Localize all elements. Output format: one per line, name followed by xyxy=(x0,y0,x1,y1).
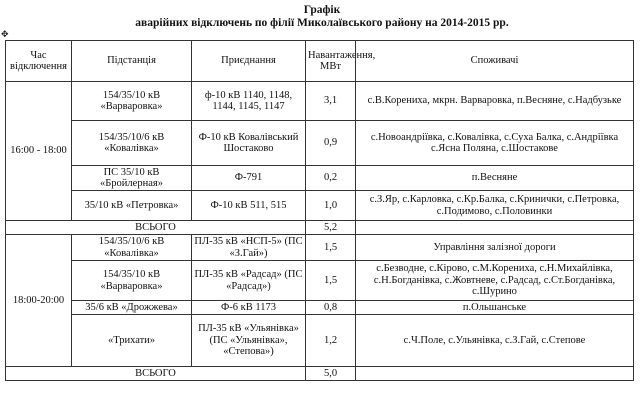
total-empty-cell xyxy=(356,221,634,235)
substation-cell: ПС 35/10 кВ «Бройлерная» xyxy=(72,166,192,191)
table-header-row xyxy=(6,41,634,82)
consumers-cell: Управління залізної дороги xyxy=(356,235,634,261)
time-cell: 18:00-20:00 xyxy=(6,235,72,367)
outage-schedule-table xyxy=(5,40,634,381)
consumers-cell: с.Безводне, с.Кірово, с.М.Корениха, с.Н.Михайлівка, с.Н.Богданівка, с.Жовтневе, с.Радсад, с.Ст.Богданівка, с.Шурино xyxy=(356,261,634,301)
header-load: Навантаження, МВт xyxy=(306,41,356,82)
substation-cell: 35/6 кВ «Дрожжева» xyxy=(72,301,192,315)
table-row xyxy=(6,191,634,221)
substation-cell: 154/35/10 кВ «Варваровка» xyxy=(72,261,192,301)
substation-cell: 35/10 кВ «Петровка» xyxy=(72,191,192,221)
total-value: 5,0 xyxy=(306,367,356,381)
consumers-cell: с.З.Яр, с.Карловка, с.Кр.Балка, с.Кринички, с.Петровка, с.Подимово, с.Половинки xyxy=(356,191,634,221)
substation-cell: 154/35/10/6 кВ «Ковалівка» xyxy=(72,121,192,166)
connection-cell: Ф-791 xyxy=(192,166,306,191)
time-cell: 16:00 - 18:00 xyxy=(6,82,72,221)
consumers-cell: п.Ольшанське xyxy=(356,301,634,315)
table-row xyxy=(6,315,634,367)
header-connection: Приєднання xyxy=(192,41,306,82)
load-cell: 1,5 xyxy=(306,261,356,301)
load-cell: 3,1 xyxy=(306,82,356,121)
header-time: Час відключення xyxy=(6,41,72,82)
load-cell: 0,2 xyxy=(306,166,356,191)
load-cell: 1,2 xyxy=(306,315,356,367)
table-move-handle-icon[interactable]: ✥ xyxy=(1,30,9,40)
total-row xyxy=(6,367,634,381)
load-cell: 1,5 xyxy=(306,235,356,261)
connection-cell: ПЛ-35 кВ «Ульянівка» (ПС «Ульянівка», «Степова») xyxy=(192,315,306,367)
connection-cell: Ф-10 кВ 511, 515 xyxy=(192,191,306,221)
table-row xyxy=(6,235,634,261)
table-row xyxy=(6,166,634,191)
table-row xyxy=(6,301,634,315)
header-consumers: Споживачі xyxy=(356,41,634,82)
load-cell: 0,9 xyxy=(306,121,356,166)
substation-cell: «Трихати» xyxy=(72,315,192,367)
connection-cell: ПЛ-35 кВ «НСП-5» (ПС «З.Гай») xyxy=(192,235,306,261)
header-substation: Підстанція xyxy=(72,41,192,82)
title-line-1: Графік xyxy=(303,4,341,16)
consumers-cell: с.Новоандріївка, с.Ковалівка, с.Суха Балка, с.Андріївка с.Ясна Поляна, с.Шостакове xyxy=(356,121,634,166)
consumers-cell: с.Ч.Поле, с.Ульянівка, с.З.Гай, с.Степове xyxy=(356,315,634,367)
page-title xyxy=(0,4,644,30)
connection-cell: ПЛ-35 кВ «Радсад» (ПС «Радсад») xyxy=(192,261,306,301)
total-label: ВСЬОГО xyxy=(6,221,306,235)
substation-cell: 154/35/10/6 кВ «Ковалівка» xyxy=(72,235,192,261)
connection-cell: Ф-6 кВ 1173 xyxy=(192,301,306,315)
load-cell: 1,0 xyxy=(306,191,356,221)
consumers-cell: п.Весняне xyxy=(356,166,634,191)
substation-cell: 154/35/10 кВ «Варваровка» xyxy=(72,82,192,121)
total-label: ВСЬОГО xyxy=(6,367,306,381)
table-row xyxy=(6,82,634,121)
consumers-cell: с.В.Корениха, мкрн. Варваровка, п.Весняне, с.Надбузьке xyxy=(356,82,634,121)
connection-cell: ф-10 кВ 1140, 1148, 1144, 1145, 1147 xyxy=(192,82,306,121)
table-row xyxy=(6,261,634,301)
total-row xyxy=(6,221,634,235)
table-row xyxy=(6,121,634,166)
total-value: 5,2 xyxy=(306,221,356,235)
title-line-2: аварійних відключень по філії Миколаївського району на 2014-2015 рр. xyxy=(135,17,509,29)
load-cell: 0,8 xyxy=(306,301,356,315)
connection-cell: Ф-10 кВ Ковалівський Шостаково xyxy=(192,121,306,166)
total-empty-cell xyxy=(356,367,634,381)
